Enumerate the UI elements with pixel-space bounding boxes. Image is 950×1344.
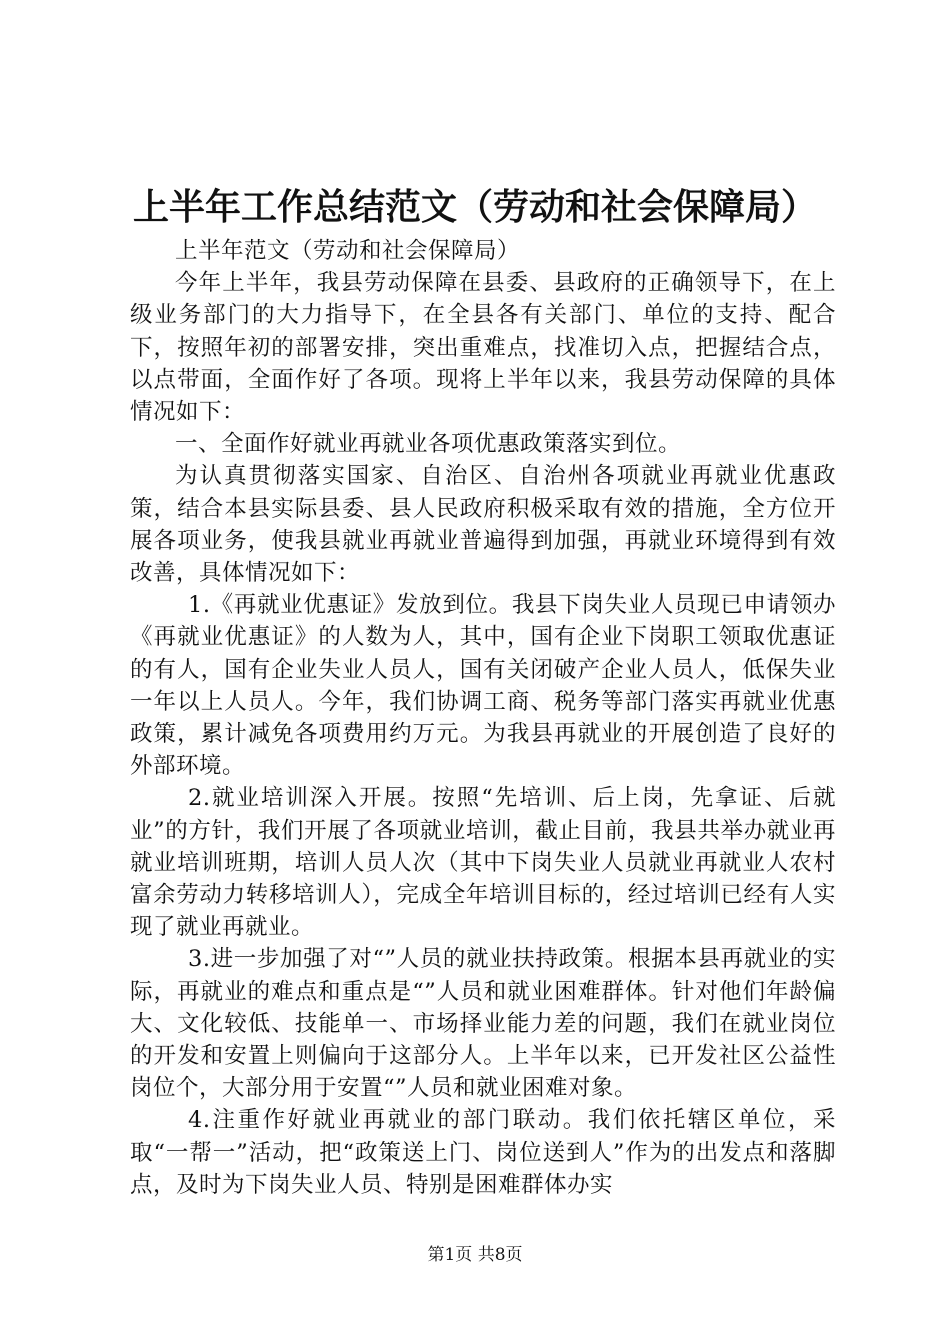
- paragraph-item-1: 1.《再就业优惠证》发放到位。我县下岗失业人员现已申请领办《再就业优惠证》的人数为人，其中，国有企业下岗职工领取优惠证的有人，国有企业失业人员人，国有关闭破产企业人员人，低保失业一年以上人员人。今年，我们协调工商、税务等部门落实再就业优惠政策，累计减免各项费用约万元。为我县再就业的开展创造了良好的外部环境。: [130, 592, 836, 780]
- paragraph-subtitle: 上半年范文（劳动和社会保障局）: [175, 238, 521, 264]
- paragraph-intro: 今年上半年，我县劳动保障在县委、县政府的正确领导下，在上级业务部门的大力指导下，在全县各有关部门、单位的支持、配合下，按照年初的部署安排，突出重难点，找准切入点，把握结合点，以点带面，全面作好了各项。现将上半年以来，我县劳动保障的具体情况如下：: [130, 270, 836, 426]
- paragraph-item-2: 2.就业培训深入开展。按照“先培训、后上岗，先拿证、后就业”的方针，我们开展了各项就业培训，截止目前，我县共举办就业再就业培训班期，培训人员人次（其中下岗失业人员就业再就业人农村富余劳动力转移培训人），完成全年培训目标的，经过培训已经有人实现了就业再就业。: [130, 785, 836, 941]
- paragraph-section-1-intro: 为认真贯彻落实国家、自治区、自治州各项就业再就业优惠政策，结合本县实际县委、县人民政府积极采取有效的措施，全方位开展各项业务，使我县就业再就业普遍得到加强，再就业环境得到有效改善，具体情况如下：: [130, 463, 836, 587]
- paragraph-item-3: 3.进一步加强了对“”人员的就业扶持政策。根据本县再就业的实际，再就业的难点和重点是“”人员和就业困难群体。针对他们年龄偏大、文化较低、技能单一、市场择业能力差的问题，我们在就业岗位的开发和安置上则偏向于这部分人。上半年以来，已开发社区公益性岗位个，大部分用于安置“”人员和就业困难对象。: [130, 946, 836, 1102]
- document-title: 上半年工作总结范文（劳动和社会保障局）: [132, 186, 817, 228]
- document-body: [130, 235, 836, 1201]
- section-heading-1: 一、全面作好就业再就业各项优惠政策落实到位。: [175, 431, 682, 458]
- page-footer: 第1页 共8页: [427, 1245, 523, 1265]
- paragraph-item-4: 4.注重作好就业再就业的部门联动。我们依托辖区单位，采取“一帮一”活动，把“政策送上门、岗位送到人”作为的出发点和落脚点，及时为下岗失业人员、特别是困难群体办实: [130, 1107, 836, 1198]
